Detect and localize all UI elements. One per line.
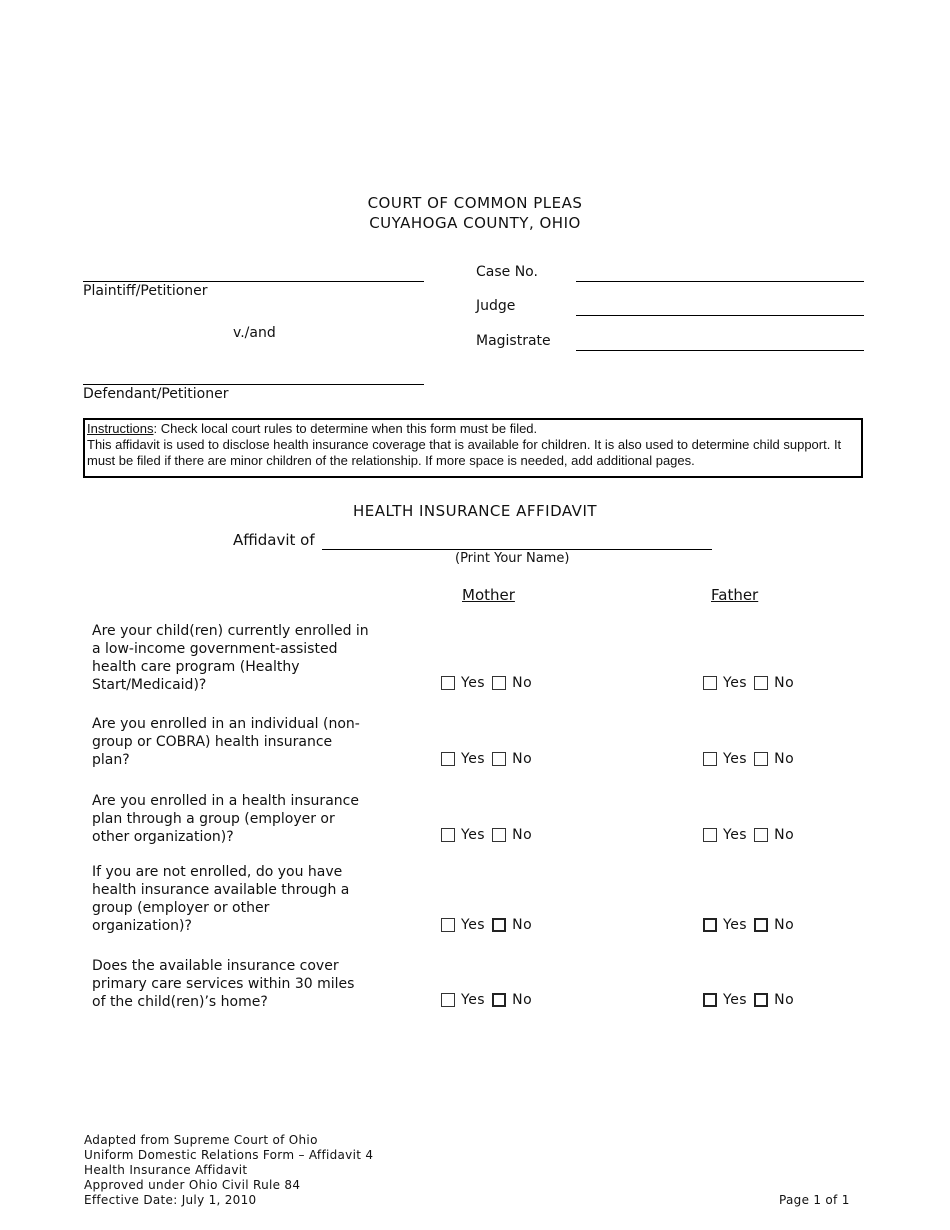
- question-1-text: Are your child(ren) currently enrolled in a low-income government-assisted health care program (Healthy Start/Medicaid)?: [92, 623, 369, 693]
- q5-mother-no-checkbox[interactable]: [492, 993, 506, 1007]
- affiant-name-field[interactable]: [322, 549, 712, 550]
- instructions-heading: Instructions: [87, 421, 154, 436]
- q4-mother-options: [441, 917, 539, 933]
- no-label: No: [512, 751, 533, 767]
- q2-father-no-checkbox[interactable]: [754, 752, 768, 766]
- no-label: No: [774, 675, 795, 691]
- father-column-header: Father: [711, 586, 759, 604]
- q2-mother-no-checkbox[interactable]: [492, 752, 506, 766]
- no-label: No: [774, 751, 795, 767]
- question-2-text: Are you enrolled in an individual (non-group or COBRA) health insurance plan?: [92, 716, 360, 768]
- yes-label: Yes: [461, 751, 486, 767]
- court-name: COURT OF COMMON PLEAS: [367, 194, 583, 212]
- yes-label: Yes: [723, 675, 748, 691]
- no-label: No: [512, 827, 533, 843]
- q2-father-yes-checkbox[interactable]: [703, 752, 717, 766]
- defendant-label: Defendant/Petitioner: [83, 386, 229, 402]
- q2-mother-yes-checkbox[interactable]: [441, 752, 455, 766]
- instructions-line1: : Check local court rules to determine when this form must be filed.: [153, 421, 538, 436]
- yes-label: Yes: [461, 827, 486, 843]
- yes-label: Yes: [723, 992, 748, 1008]
- q4-father-yes-checkbox[interactable]: [703, 918, 717, 932]
- versus-label: v./and: [233, 325, 276, 341]
- q4-mother-no-checkbox[interactable]: [492, 918, 506, 932]
- q3-mother-yes-checkbox[interactable]: [441, 828, 455, 842]
- q1-mother-options: [441, 675, 539, 691]
- q3-father-yes-checkbox[interactable]: [703, 828, 717, 842]
- q3-father-no-checkbox[interactable]: [754, 828, 768, 842]
- footer-line: Effective Date: July 1, 2010: [84, 1193, 257, 1207]
- question-5-text: Does the available insurance cover primary care services within 30 miles of the child(ren)’s home?: [92, 958, 355, 1010]
- instructions-line2: This affidavit is used to disclose health insurance coverage that is available for children. It is also used to determine child support. It must be filed if there are minor children of the relationship. If more space is needed, add additional pages.: [87, 437, 842, 468]
- page-number: Page 1 of 1: [779, 1193, 850, 1207]
- yes-label: Yes: [461, 917, 486, 933]
- case-no-field[interactable]: [576, 281, 864, 282]
- q2-father-options: [703, 751, 801, 767]
- q3-mother-options: [441, 827, 539, 843]
- q1-father-yes-checkbox[interactable]: [703, 676, 717, 690]
- q3-mother-no-checkbox[interactable]: [492, 828, 506, 842]
- magistrate-label: Magistrate: [476, 333, 551, 349]
- q5-father-no-checkbox[interactable]: [754, 993, 768, 1007]
- affidavit-of-label: Affidavit of: [233, 531, 315, 549]
- defendant-line[interactable]: [83, 384, 424, 385]
- instructions-box: [83, 418, 863, 478]
- footer-citation: [84, 1133, 373, 1208]
- yes-label: Yes: [723, 751, 748, 767]
- no-label: No: [774, 917, 795, 933]
- case-no-label: Case No.: [476, 264, 538, 280]
- q1-mother-yes-checkbox[interactable]: [441, 676, 455, 690]
- footer-line: Approved under Ohio Civil Rule 84: [84, 1178, 301, 1192]
- q3-father-options: [703, 827, 801, 843]
- q4-father-no-checkbox[interactable]: [754, 918, 768, 932]
- yes-label: Yes: [723, 917, 748, 933]
- affidavit-title: HEALTH INSURANCE AFFIDAVIT: [352, 502, 598, 520]
- q5-mother-options: [441, 992, 539, 1008]
- magistrate-field[interactable]: [576, 350, 864, 351]
- plaintiff-line[interactable]: [83, 281, 424, 282]
- no-label: No: [774, 992, 795, 1008]
- footer-line: Uniform Domestic Relations Form – Affidavit 4: [84, 1148, 374, 1162]
- q1-father-options: [703, 675, 801, 691]
- yes-label: Yes: [461, 992, 486, 1008]
- q2-mother-options: [441, 751, 539, 767]
- q5-father-options: [703, 992, 801, 1008]
- print-name-hint: (Print Your Name): [455, 551, 570, 566]
- plaintiff-label: Plaintiff/Petitioner: [83, 283, 208, 299]
- q5-mother-yes-checkbox[interactable]: [441, 993, 455, 1007]
- no-label: No: [512, 917, 533, 933]
- q4-mother-yes-checkbox[interactable]: [441, 918, 455, 932]
- question-4-text: If you are not enrolled, do you have health insurance available through a group (employer or other organization)?: [92, 864, 350, 934]
- question-3-text: Are you enrolled in a health insurance plan through a group (employer or other organization)?: [92, 793, 359, 845]
- judge-field[interactable]: [576, 315, 864, 316]
- mother-column-header: Mother: [462, 586, 515, 604]
- footer-line: Health Insurance Affidavit: [84, 1163, 248, 1177]
- no-label: No: [774, 827, 795, 843]
- q1-father-no-checkbox[interactable]: [754, 676, 768, 690]
- yes-label: Yes: [723, 827, 748, 843]
- judge-label: Judge: [476, 298, 516, 314]
- q1-mother-no-checkbox[interactable]: [492, 676, 506, 690]
- q4-father-options: [703, 917, 801, 933]
- county-name: CUYAHOGA COUNTY, OHIO: [369, 214, 581, 232]
- no-label: No: [512, 675, 533, 691]
- q5-father-yes-checkbox[interactable]: [703, 993, 717, 1007]
- yes-label: Yes: [461, 675, 486, 691]
- no-label: No: [512, 992, 533, 1008]
- footer-line: Adapted from Supreme Court of Ohio: [84, 1133, 318, 1147]
